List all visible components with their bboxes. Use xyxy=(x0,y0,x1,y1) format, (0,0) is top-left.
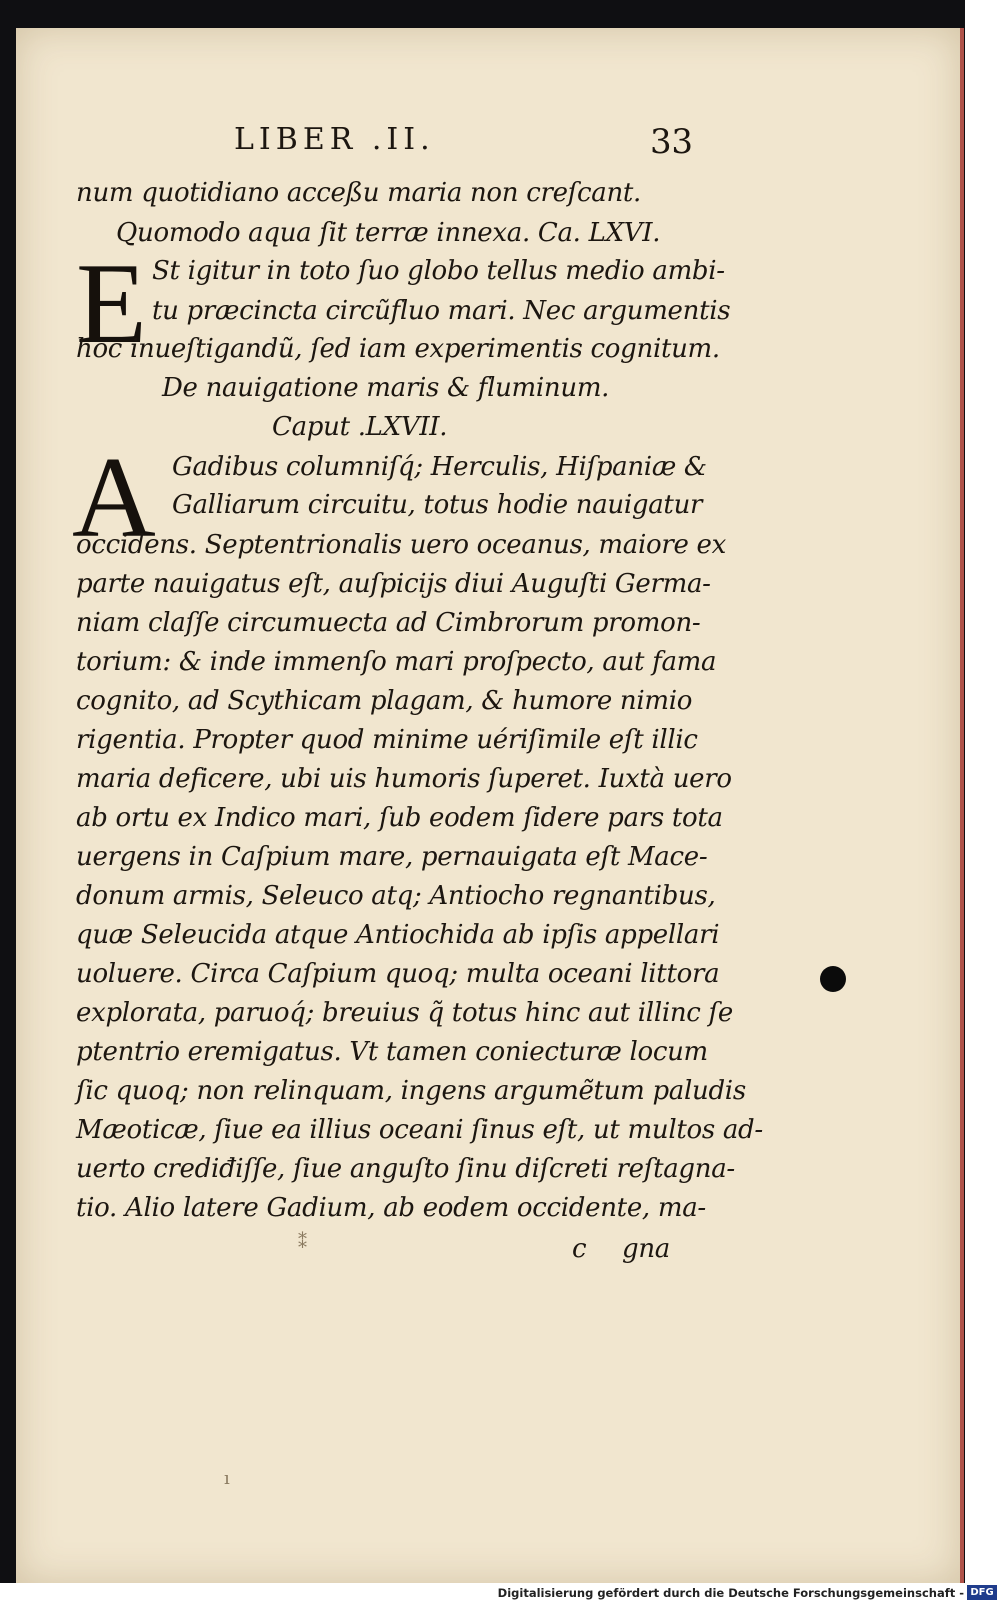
text-line: Gadibus columniſq́; Herculis, Hiſpaniæ & xyxy=(172,452,707,482)
text-line: uoluere. Circa Caſpium quoq; multa oceani littora xyxy=(76,959,720,989)
text-line: uerto crediđiſſe, ſiue anguſto ſinu diſcreti reſtagna- xyxy=(76,1154,735,1184)
text-line: occidens. Septentrionalis uero oceanus, maiore ex xyxy=(76,530,726,560)
text-line: niam claſſe circumuecta ad Cimbrorum promon- xyxy=(76,608,701,638)
text-line: tu præcincta circũfluo mari. Nec argumentis xyxy=(152,296,731,326)
chapter-heading: De nauigatione maris & fluminum. xyxy=(162,373,610,403)
drop-cap-letter: A xyxy=(72,434,156,562)
ink-blot xyxy=(820,966,846,992)
text-line: ab ortu ex Indico mari, ſub eodem ſidere pars tota xyxy=(76,803,723,833)
text-line: Galliarum circuitu, totus hodie nauigatur xyxy=(172,490,703,520)
ink-speck: ⁑ xyxy=(298,1232,307,1253)
text-line: ptentrio eremigatus. Vt tamen coniecturæ locum xyxy=(76,1037,708,1067)
text-line: uergens in Caſpium mare, pernauigata eſt Mace- xyxy=(76,842,708,872)
page-number: 33 xyxy=(650,122,693,162)
text-line: Mæoticæ, ſiue ea illius oceani ſinus eſt, ut multos ad- xyxy=(76,1115,763,1145)
running-title: LIBER .II. xyxy=(234,122,435,157)
chapter-number: Caput .LXVII. xyxy=(272,412,448,442)
text-line: quæ Seleucida atque Antiochida ab ipſis appellari xyxy=(76,920,720,950)
text-line: explorata, paruoq́; breuius q̃ totus hinc aut illinc ſe xyxy=(76,998,733,1028)
catchword: gna xyxy=(622,1234,670,1264)
signature-mark: c xyxy=(572,1234,587,1264)
book-page xyxy=(16,28,964,1584)
chapter-heading: Quomodo aqua ſit terræ innexa. Ca. LXVI. xyxy=(116,218,661,248)
drop-cap-letter: E xyxy=(76,240,147,368)
text-line: num quotidiano acceßu maria non creſcant. xyxy=(76,178,642,208)
text-line: St igitur in toto ſuo globo tellus medio ambi- xyxy=(152,256,725,286)
text-line: donum armis, Seleuco atq; Antiocho regnantibus, xyxy=(76,881,716,911)
text-line: parte nauigatus eſt, auſpicijs diui Auguſti Germa- xyxy=(76,569,711,599)
text-line: maria deficere, ubi uis humoris ſuperet. Iuxtà uero xyxy=(76,764,732,794)
footer-credit: Digitalisierung gefördert durch die Deutsche Forschungsgemeinschaft - xyxy=(497,1586,964,1600)
ink-speck: ı xyxy=(224,1468,230,1489)
text-line: ſic quoq; non relinquam, ingens argumẽtum paludis xyxy=(76,1076,746,1106)
dfg-logo-icon: DFG xyxy=(967,1585,997,1600)
digitization-footer xyxy=(0,1583,1000,1604)
text-line: rigentia. Propter quod minime uériſimile eſt illic xyxy=(76,725,698,755)
text-line: cognito, ad Scythicam plagam, & humore nimio xyxy=(76,686,693,716)
text-line: tio. Alio latere Gadium, ab eodem occidente, ma- xyxy=(76,1193,706,1223)
text-line: hoc inueſtigandũ, ſed iam experimentis cognitum. xyxy=(76,334,720,364)
text-line: torium: & inde immenſo mari proſpecto, aut fama xyxy=(76,647,717,677)
